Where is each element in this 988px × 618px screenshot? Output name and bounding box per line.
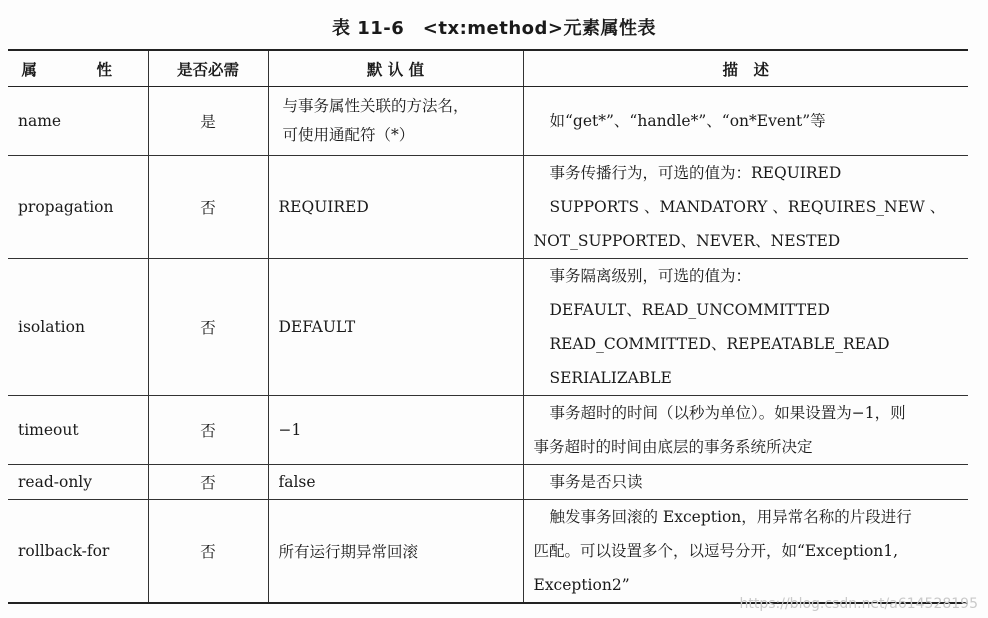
- table-caption: 表 11-6 <tx:method>元素属性表: [331, 18, 657, 39]
- attr-name: propagation: [8, 156, 148, 259]
- attr-default: [268, 465, 523, 500]
- header-attribute: 属 性: [8, 50, 148, 87]
- description-line: Exception2”: [533, 576, 630, 594]
- description-line: 事务传播行为，可选的值为：REQUIRED: [549, 164, 842, 182]
- attr-name: timeout: [8, 396, 148, 465]
- header-row: [8, 50, 968, 87]
- attr-description: [523, 259, 968, 396]
- attr-description: [523, 500, 968, 604]
- description-line: SERIALIZABLE: [549, 369, 672, 387]
- description-line: 事务隔离级别，可选的值为：: [549, 267, 752, 285]
- description-line: 如“get*”、“handle*”、“on*Event”等: [549, 112, 826, 130]
- attr-required: 是: [148, 87, 268, 156]
- default-line: false: [278, 473, 316, 491]
- default-line: REQUIRED: [278, 198, 369, 216]
- attr-default: [268, 396, 523, 465]
- attr-description: [523, 465, 968, 500]
- attr-default: [268, 87, 523, 156]
- attr-default: [268, 156, 523, 259]
- attr-default: [268, 500, 523, 604]
- watermark: https://blog.csdn.net/a614528195: [739, 596, 978, 612]
- default-line: 可使用通配符（*）: [282, 126, 415, 144]
- attr-default: [268, 259, 523, 396]
- description-line: 事务超时的时间（以秒为单位）。如果设置为−1，则: [549, 404, 906, 422]
- header-default: 默 认 值: [268, 50, 523, 87]
- header-description: 描 述: [523, 50, 968, 87]
- attribute-table: [8, 49, 968, 604]
- attr-required: 否: [148, 156, 268, 259]
- table-row: [8, 156, 968, 259]
- description-line: 事务是否只读: [549, 473, 643, 491]
- description-line: READ_COMMITTED、REPEATABLE_READ: [549, 335, 890, 353]
- attr-required: 否: [148, 259, 268, 396]
- attr-name: read-only: [8, 465, 148, 500]
- default-line: 与事务属性关联的方法名，: [282, 97, 469, 115]
- description-line: 触发事务回滚的 Exception，用异常名称的片段进行: [549, 508, 912, 526]
- table-row: [8, 259, 968, 396]
- description-line: SUPPORTS 、MANDATORY 、REQUIRES_NEW 、: [549, 198, 946, 216]
- default-line: −1: [278, 421, 302, 439]
- description-line: 匹配。可以设置多个，以逗号分开，如“Exception1,: [533, 542, 899, 560]
- attr-name: name: [8, 87, 148, 156]
- default-line: DEFAULT: [278, 318, 356, 336]
- attr-name: rollback-for: [8, 500, 148, 604]
- attr-description: [523, 156, 968, 259]
- table-row: [8, 87, 968, 156]
- description-line: NOT_SUPPORTED、NEVER、NESTED: [533, 232, 841, 250]
- attr-description: [523, 87, 968, 156]
- attr-required: 否: [148, 465, 268, 500]
- table-row: [8, 500, 968, 604]
- description-line: 事务超时的时间由底层的事务系统所决定: [533, 438, 813, 456]
- attr-description: [523, 396, 968, 465]
- attr-name: isolation: [8, 259, 148, 396]
- table-row: [8, 396, 968, 465]
- table-row: [8, 465, 968, 500]
- header-required: 是否必需: [148, 50, 268, 87]
- attr-required: 否: [148, 396, 268, 465]
- default-line: 所有运行期异常回滚: [278, 543, 419, 561]
- description-line: DEFAULT、READ_UNCOMMITTED: [549, 301, 830, 319]
- attr-required: 否: [148, 500, 268, 604]
